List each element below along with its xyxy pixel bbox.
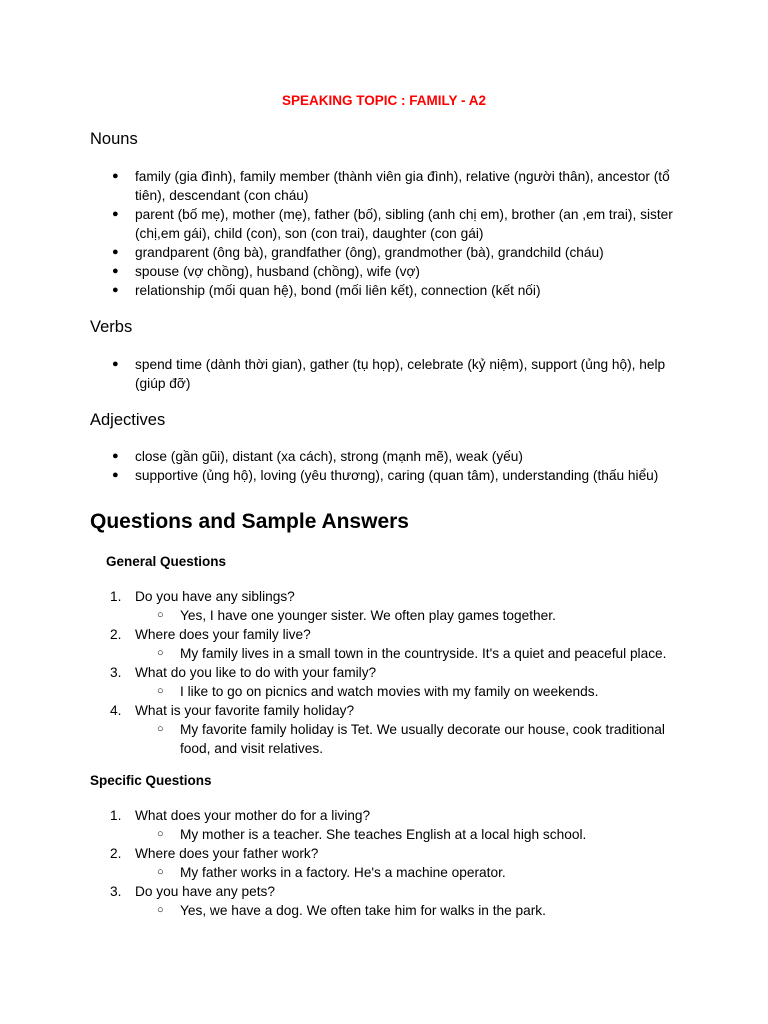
question-text: What is your favorite family holiday? [135,703,355,718]
question-item: 3. What do you like to do with your family? ○ I like to go on picnics and watch movies with my family on weekends. [90,663,690,701]
answer-text: My mother is a teacher. She teaches English at a local high school. [180,827,587,842]
verbs-heading: Verbs [90,318,133,336]
general-questions-heading: General Questions [106,554,227,569]
circle-bullet-icon: ○ [157,609,164,621]
question-text: Do you have any siblings? [135,589,295,604]
answer-item [135,682,690,701]
list-item: ● parent (bố mẹ), mother (mẹ), father (bố), sibling (anh chị em), brother (an ,em trai), sister (chị,em gái), child (con), son (con trai), daughter (con gái) [112,207,673,241]
circle-bullet-icon: ○ [157,828,164,840]
answer-text: My family lives in a small town in the countryside. It's a quiet and peaceful place. [180,646,667,661]
question-text: Do you have any pets? [135,884,276,899]
nouns-list [90,167,690,300]
question-text: Where does your father work? [135,846,319,861]
answer-text: Yes, we have a dog. We often take him for walks in the park. [180,903,546,918]
answer-item [135,720,690,758]
question-item: 1. Do you have any siblings? ○ Yes, I have one younger sister. We often play games together. [90,587,690,625]
question-item: 2. Where does your father work? ○ My father works in a factory. He's a machine operator. [90,844,690,882]
verbs-list [90,355,690,393]
question-item: 4. What is your favorite family holiday? ○ My favorite family holiday is Tet. We usually decorate our house, cook traditional food, and visit relatives. [90,701,690,758]
answer-item [135,863,690,882]
nouns-heading: Nouns [90,130,138,148]
answer-item [135,644,690,663]
document-title: SPEAKING TOPIC : FAMILY - A2 [281,93,487,108]
question-item: 1. What does your mother do for a living? ○ My mother is a teacher. She teaches English at a local high school. [90,806,690,844]
answer-text: Yes, I have one younger sister. We often play games together. [180,608,556,623]
bullet-icon: ● [112,450,119,462]
list-item: ● close (gần gũi), distant (xa cách), strong (mạnh mẽ), weak (yếu) [112,449,523,464]
question-text: What do you like to do with your family? [135,665,377,680]
list-item: ● grandparent (ông bà), grandfather (ông), grandmother (bà), grandchild (cháu) [112,245,604,260]
general-questions-list [90,587,690,758]
bullet-icon: ● [112,358,119,370]
circle-bullet-icon: ○ [157,685,164,697]
circle-bullet-icon: ○ [157,866,164,878]
circle-bullet-icon: ○ [157,723,164,735]
question-item: 2. Where does your family live? ○ My family lives in a small town in the countryside. It's a quiet and peaceful place. [90,625,690,663]
qa-heading: Questions and Sample Answers [90,510,409,533]
circle-bullet-icon: ○ [157,647,164,659]
answer-text: My father works in a factory. He's a machine operator. [180,865,506,880]
circle-bullet-icon: ○ [157,904,164,916]
adjectives-list [90,447,690,485]
question-text: Where does your family live? [135,627,311,642]
answer-item [135,825,690,844]
bullet-icon: ● [112,246,119,258]
list-item: ● spend time (dành thời gian), gather (tụ họp), celebrate (kỷ niệm), support (ủng hộ), help (giúp đỡ) [112,357,666,391]
bullet-icon: ● [112,284,119,296]
specific-questions-heading: Specific Questions [90,773,212,788]
adjectives-heading: Adjectives [90,411,166,429]
question-text: What does your mother do for a living? [135,808,371,823]
bullet-icon: ● [112,469,119,481]
list-item: ● supportive (ủng hộ), loving (yêu thương), caring (quan tâm), understanding (thấu hiểu) [112,468,659,483]
list-item: ● relationship (mối quan hệ), bond (mối liên kết), connection (kết nối) [112,283,541,298]
question-item: 3. Do you have any pets? ○ Yes, we have a dog. We often take him for walks in the park. [90,882,690,920]
answer-item [135,901,690,920]
list-item: ● family (gia đình), family member (thành viên gia đình), relative (người thân), ancestor (tổ tiên), descendant (con cháu) [112,169,670,203]
answer-item [135,606,690,625]
answer-text: My favorite family holiday is Tet. We usually decorate our house, cook traditional food, and visit relatives. [180,722,665,756]
specific-questions-list [90,806,690,920]
bullet-icon: ● [112,265,119,277]
bullet-icon: ● [112,170,119,182]
list-item: ● spouse (vợ chồng), husband (chồng), wife (vợ) [112,264,420,279]
bullet-icon: ● [112,208,119,220]
answer-text: I like to go on picnics and watch movies with my family on weekends. [180,684,599,699]
